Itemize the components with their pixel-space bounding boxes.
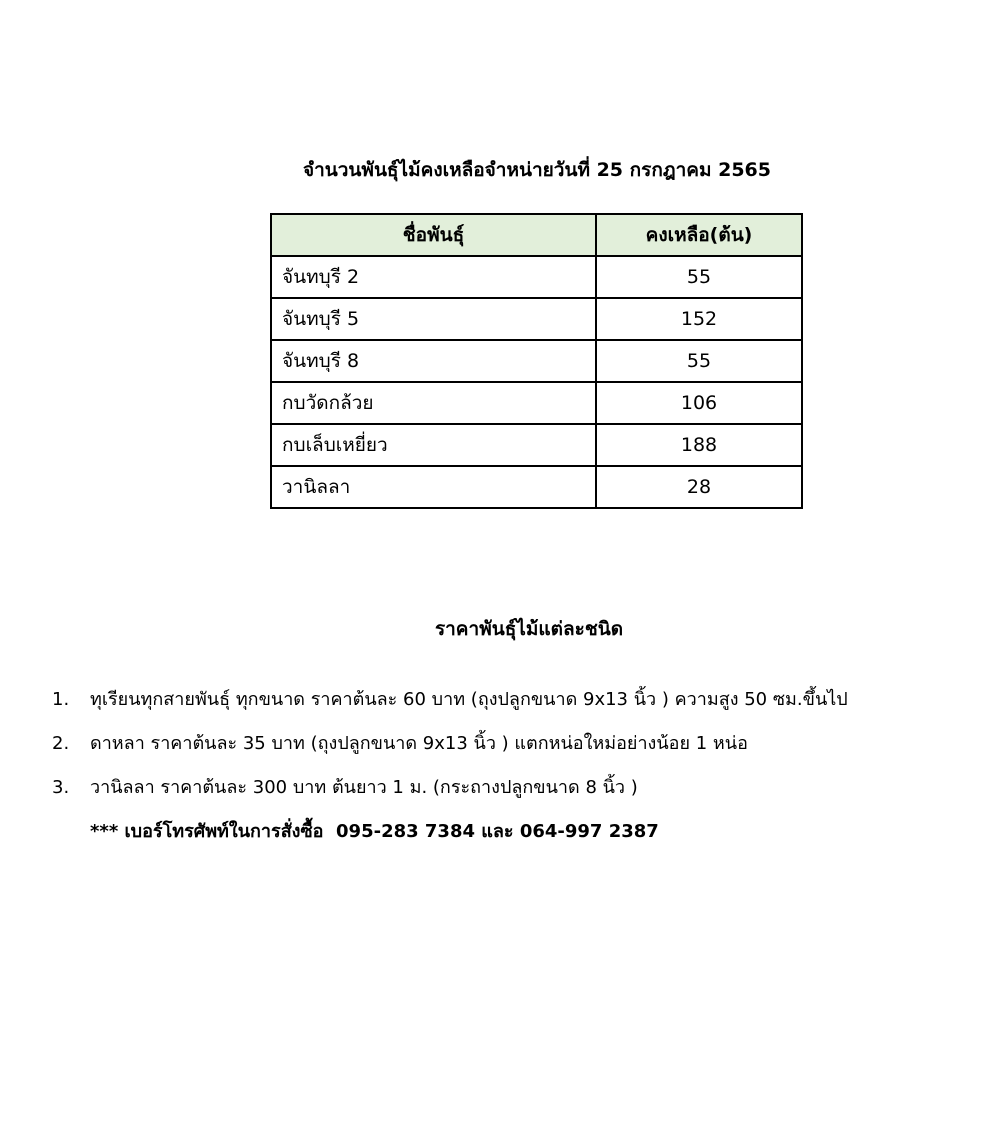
table-row bbox=[271, 340, 802, 382]
variety-name: วานิลลา bbox=[271, 466, 596, 508]
list-item bbox=[52, 728, 982, 772]
stock-table bbox=[270, 213, 803, 509]
stock-title: จำนวนพันธุ์ไม้คงเหลือจำหน่ายวันที่ 25 กรกฎาคม 2565 bbox=[302, 159, 772, 181]
table-row bbox=[271, 256, 802, 298]
variety-name: จันทบุรี 2 bbox=[271, 256, 596, 298]
list-item-number: 2. bbox=[52, 733, 70, 754]
order-phone-line: *** เบอร์โทรศัพท์ในการสั่งซื้อ 095-283 7384 และ 064-997 2387 bbox=[90, 821, 659, 842]
table-row bbox=[271, 382, 802, 424]
header-variety-name: ชื่อพันธุ์ bbox=[271, 214, 596, 256]
remaining-qty: 188 bbox=[596, 424, 802, 466]
remaining-qty: 55 bbox=[596, 340, 802, 382]
variety-name: จันทบุรี 5 bbox=[271, 298, 596, 340]
table-row bbox=[271, 298, 802, 340]
remaining-qty: 28 bbox=[596, 466, 802, 508]
list-item-number: 3. bbox=[52, 777, 70, 798]
variety-name: กบเล็บเหยี่ยว bbox=[271, 424, 596, 466]
list-item-text: ทุเรียนทุกสายพันธุ์ ทุกขนาด ราคาต้นละ 60 บาท (ถุงปลูกขนาด 9x13 นิ้ว ) ความสูง 50 ซม.ขึ้นไป bbox=[90, 689, 848, 710]
list-item bbox=[52, 684, 982, 728]
price-title: ราคาพันธุ์ไม้แต่ละชนิด bbox=[434, 618, 624, 640]
list-item-text: ดาหลา ราคาต้นละ 35 บาท (ถุงปลูกขนาด 9x13 นิ้ว ) แตกหน่อใหม่อย่างน้อย 1 หน่อ bbox=[90, 733, 748, 754]
list-item bbox=[52, 772, 982, 816]
price-list bbox=[52, 684, 982, 816]
remaining-qty: 106 bbox=[596, 382, 802, 424]
remaining-qty: 55 bbox=[596, 256, 802, 298]
variety-name: กบวัดกล้วย bbox=[271, 382, 596, 424]
variety-name: จันทบุรี 8 bbox=[271, 340, 596, 382]
table-header-row bbox=[271, 214, 802, 256]
list-item-text: วานิลลา ราคาต้นละ 300 บาท ต้นยาว 1 ม. (กระถางปลูกขนาด 8 นิ้ว ) bbox=[90, 777, 638, 798]
header-remaining-qty: คงเหลือ(ต้น) bbox=[596, 214, 802, 256]
table-row bbox=[271, 466, 802, 508]
remaining-qty: 152 bbox=[596, 298, 802, 340]
list-item-number: 1. bbox=[52, 689, 70, 710]
table-row bbox=[271, 424, 802, 466]
